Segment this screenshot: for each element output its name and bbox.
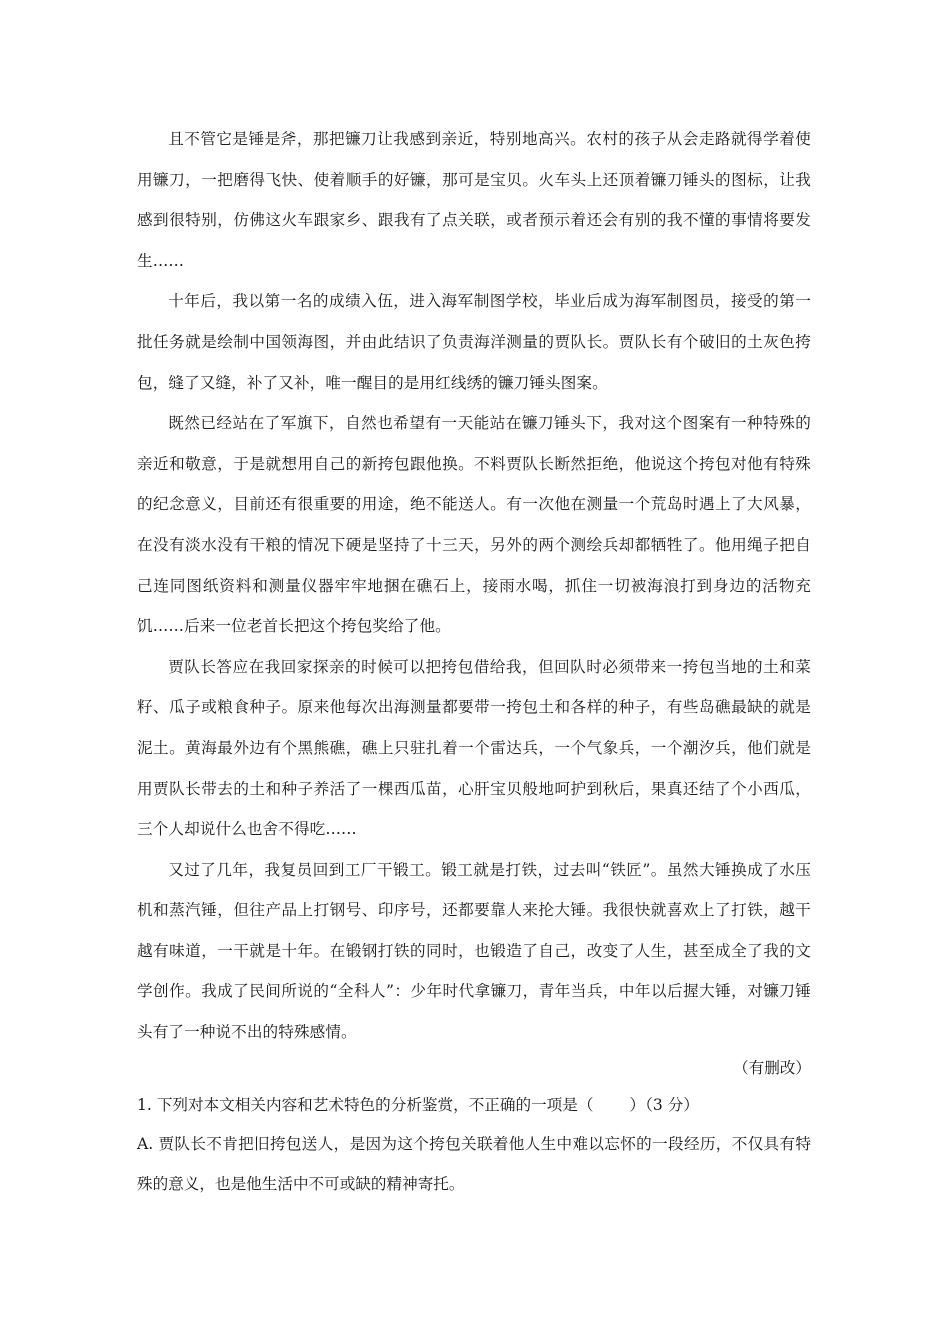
question-points: ）（3 分） bbox=[629, 1096, 699, 1114]
reading-passage bbox=[137, 119, 811, 1053]
passage-paragraph-4: 贾队长答应在我回家探亲的时候可以把挎包借给我，但回队时必须带来一挎包当地的土和菜籽、瓜子或粮食种子。原来他每次出海测量都要带一挎包土和各样的种子，有些岛礁最缺的就是泥土。黄海最外边有个黑熊礁，礁上只驻扎着一个雷达兵，一个气象兵，一个潮汐兵，他们就是用贾队长带去的土和种子养活了一棵西瓜苗，心肝宝贝般地呵护到秋后，果真还结了个小西瓜，三个人却说什么也舍不得吃…… bbox=[137, 657, 811, 839]
question-1-stem bbox=[137, 1086, 811, 1124]
passage-paragraph-5: 又过了几年，我复员回到工厂干锻工。锻工就是打铁，过去叫“铁匠”。虽然大锤换成了水压机和蒸汽锤，但往产品上打钢号、印序号，还都要靠人来抡大锤。我很快就喜欢上了打铁，越干越有味道，一干就是十年。在锻钢打铁的同时，也锻造了自己，改变了人生，甚至成全了我的文学创作。我成了民间所说的“全科人”：少年时代拿镰刀，青年当兵，中年以后握大锤，对镰刀锤头有了一种说不出的特殊感情。 bbox=[137, 860, 811, 1042]
passage-paragraph-1: 且不管它是锤是斧，那把镰刀让我感到亲近，特别地高兴。农村的孩子从会走路就得学着使用镰刀，一把磨得飞快、使着顺手的好镰，那可是宝贝。火车头上还顶着镰刀锤头的图标，让我感到很特别，仿佛这火车跟家乡、跟我有了点关联，或者预示着还会有别的我不懂的事情将要发生…… bbox=[137, 130, 811, 270]
question-stem-text: 1. 下列对本文相关内容和艺术特色的分析鉴赏，不正确的一项是（ bbox=[137, 1096, 594, 1114]
passage-paragraph-3: 既然已经站在了军旗下，自然也希望有一天能站在镰刀锤头下，我对这个图案有一种特殊的亲近和敬意，于是就想用自己的新挎包跟他换。不料贾队长断然拒绝，他说这个挎包对他有特殊的纪念意义，目前还有很重要的用途，绝不能送人。有一次他在测量一个荒岛时遇上了大风暴，在没有淡水没有干粮的情况下硬是坚持了十三天，另外的两个测绘兵却都牺牲了。他用绳子把自己连同图纸资料和测量仪器牢牢地捆在礁石上，接雨水喝，抓住一切被海浪打到身边的活物充饥……后来一位老首长把这个挎包奖给了他。 bbox=[137, 414, 811, 636]
source-note: （有删改） bbox=[733, 1059, 811, 1077]
passage-paragraph-2: 十年后，我以第一名的成绩入伍，进入海军制图学校，毕业后成为海军制图员，接受的第一批任务就是绘制中国领海图，并由此结识了负责海洋测量的贾队长。贾队长有个破旧的土灰色挎包，缝了又缝，补了又补，唯一醒目的是用红线绣的镰刀锤头图案。 bbox=[137, 292, 811, 392]
question-1-option-a: A. 贾队长不肯把旧挎包送人，是因为这个挎包关联着他人生中难以忘怀的一段经历，不仅具有特殊的意义，也是他生活中不可或缺的精神寄托。 bbox=[137, 1135, 811, 1193]
